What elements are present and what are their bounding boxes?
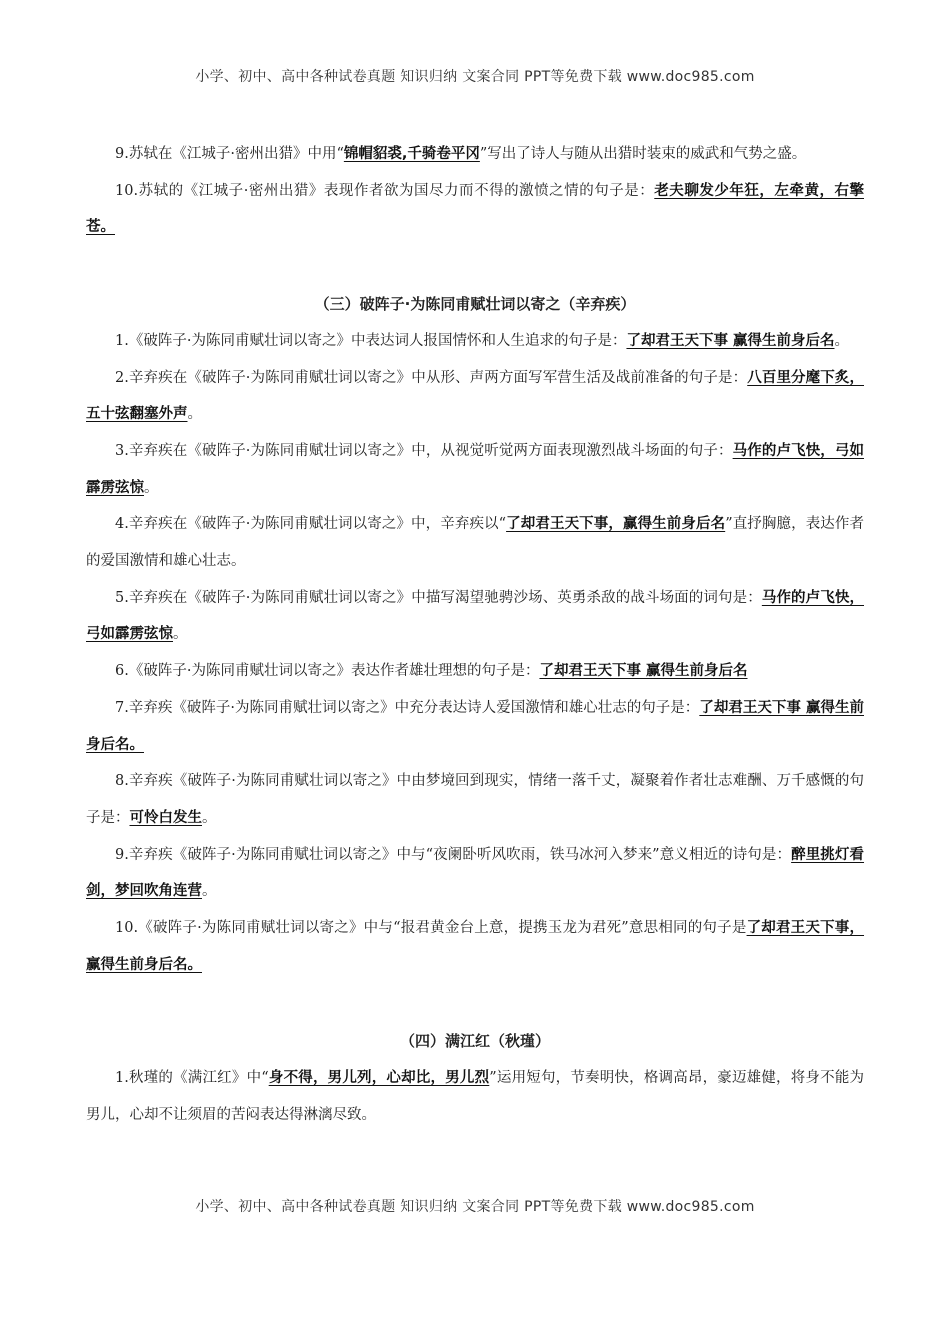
section-title: （三）破阵子·为陈同甫赋壮词以寄之（辛弃疾） [314,295,636,314]
answer-text: 马作的卢飞快，弓如霹雳弦惊 [86,442,864,496]
page-header: 小学、初中、高中各种试卷真题 知识归纳 文案合同 PPT等免费下载 www.doc985.com [195,69,755,85]
answer-text: 了却君王天下事 赢得生前身后名 [539,663,748,680]
answer-text: 锦帽貂裘,千骑卷平冈 [343,146,480,162]
question-item: 2.辛弃疾在《破阵子·为陈同甫赋壮词以寄之》中从形、声两方面写军营生活及战前准备的句子是：八百里分麾下炙，五十弦翻塞外声。 [86,369,864,423]
question-item: 8.辛弃疾《破阵子·为陈同甫赋壮词以寄之》中由梦境回到现实，情绪一落千丈，凝聚着作者壮志难酬、万千感慨的句子是：可怜白发生。 [86,773,864,826]
answer-text: 身不得，男儿列，心却比，男儿烈 [268,1070,490,1087]
answer-text: 了却君王天下事 赢得生前身后名 [626,332,835,349]
question-item: 10.《破阵子·为陈同甫赋壮词以寄之》中与“报君黄金台上意，提携玉龙为君死”意思相同的句子是了却君王天下事，赢得生前身后名。 [86,920,865,973]
answer-text: 了却君王天下事，赢得生前身后名。 [86,920,865,973]
page-footer: 小学、初中、高中各种试卷真题 知识归纳 文案合同 PPT等免费下载 www.doc985.com [195,1199,755,1215]
answer-text: 马作的卢飞快，弓如霹雳弦惊 [86,589,864,643]
question-item: 3.辛弃疾在《破阵子·为陈同甫赋壮词以寄之》中，从视觉听觉两方面表现激烈战斗场面的句子：马作的卢飞快，弓如霹雳弦惊。 [86,442,864,496]
answer-text: 可怜白发生 [129,809,202,826]
question-item: 1.秋瑾的《满江红》中“身不得，男儿列，心却比，男儿烈”运用短句，节奏明快，格调高昂，豪迈雄健，将身不能为男儿，心却不让须眉的苦闷表达得淋漓尽致。 [86,1070,865,1123]
question-item: 1.《破阵子·为陈同甫赋壮词以寄之》中表达词人报国情怀和人生追求的句子是：了却君王天下事 赢得生前身后名。 [115,332,849,349]
question-item: 7.辛弃疾《破阵子·为陈同甫赋壮词以寄之》中充分表达诗人爱国激情和雄心壮志的句子是：了却君王天下事 赢得生前身后名。 [86,699,864,753]
answer-text: 八百里分麾下炙，五十弦翻塞外声 [86,369,864,423]
answer-text: 醉里挑灯看剑，梦回吹角连营 [86,846,865,900]
question-item: 4.辛弃疾在《破阵子·为陈同甫赋壮词以寄之》中，辛弃疾以“了却君王天下事，赢得生前身后名”直抒胸臆，表达作者的爱国激情和雄心壮志。 [86,516,865,570]
question-item: 9.辛弃疾《破阵子·为陈同甫赋壮词以寄之》中与“夜阑卧听风吹雨，铁马冰河入梦来”意义相近的诗句是：醉里挑灯看剑，梦回吹角连营。 [86,846,865,900]
question-item: 5.辛弃疾在《破阵子·为陈同甫赋壮词以寄之》中描写渴望驰骋沙场、英勇杀敌的战斗场面的词句是：马作的卢飞快，弓如霹雳弦惊。 [86,589,864,643]
answer-text: 了却君王天下事 赢得生前身后名。 [86,699,864,753]
document-body [86,136,864,1134]
section-title: （四）满江红（秋瑾） [399,1032,550,1051]
answer-text: 老夫聊发少年狂，左牵黄，右擎苍。 [86,182,864,236]
question-item: 6.《破阵子·为陈同甫赋壮词以寄之》表达作者雄壮理想的句子是：了却君王天下事 赢得生前身后名 [115,663,748,680]
question-item: 9.苏轼在《江城子·密州出猎》中用“锦帽貂裘,千骑卷平冈”写出了诗人与随从出猎时装束的威武和气势之盛。 [115,146,807,162]
answer-text: 了却君王天下事，赢得生前身后名 [506,516,726,533]
question-item: 10.苏轼的《江城子·密州出猎》表现作者欲为国尽力而不得的激愤之情的句子是：老夫聊发少年狂，左牵黄，右擎苍。 [86,182,864,236]
